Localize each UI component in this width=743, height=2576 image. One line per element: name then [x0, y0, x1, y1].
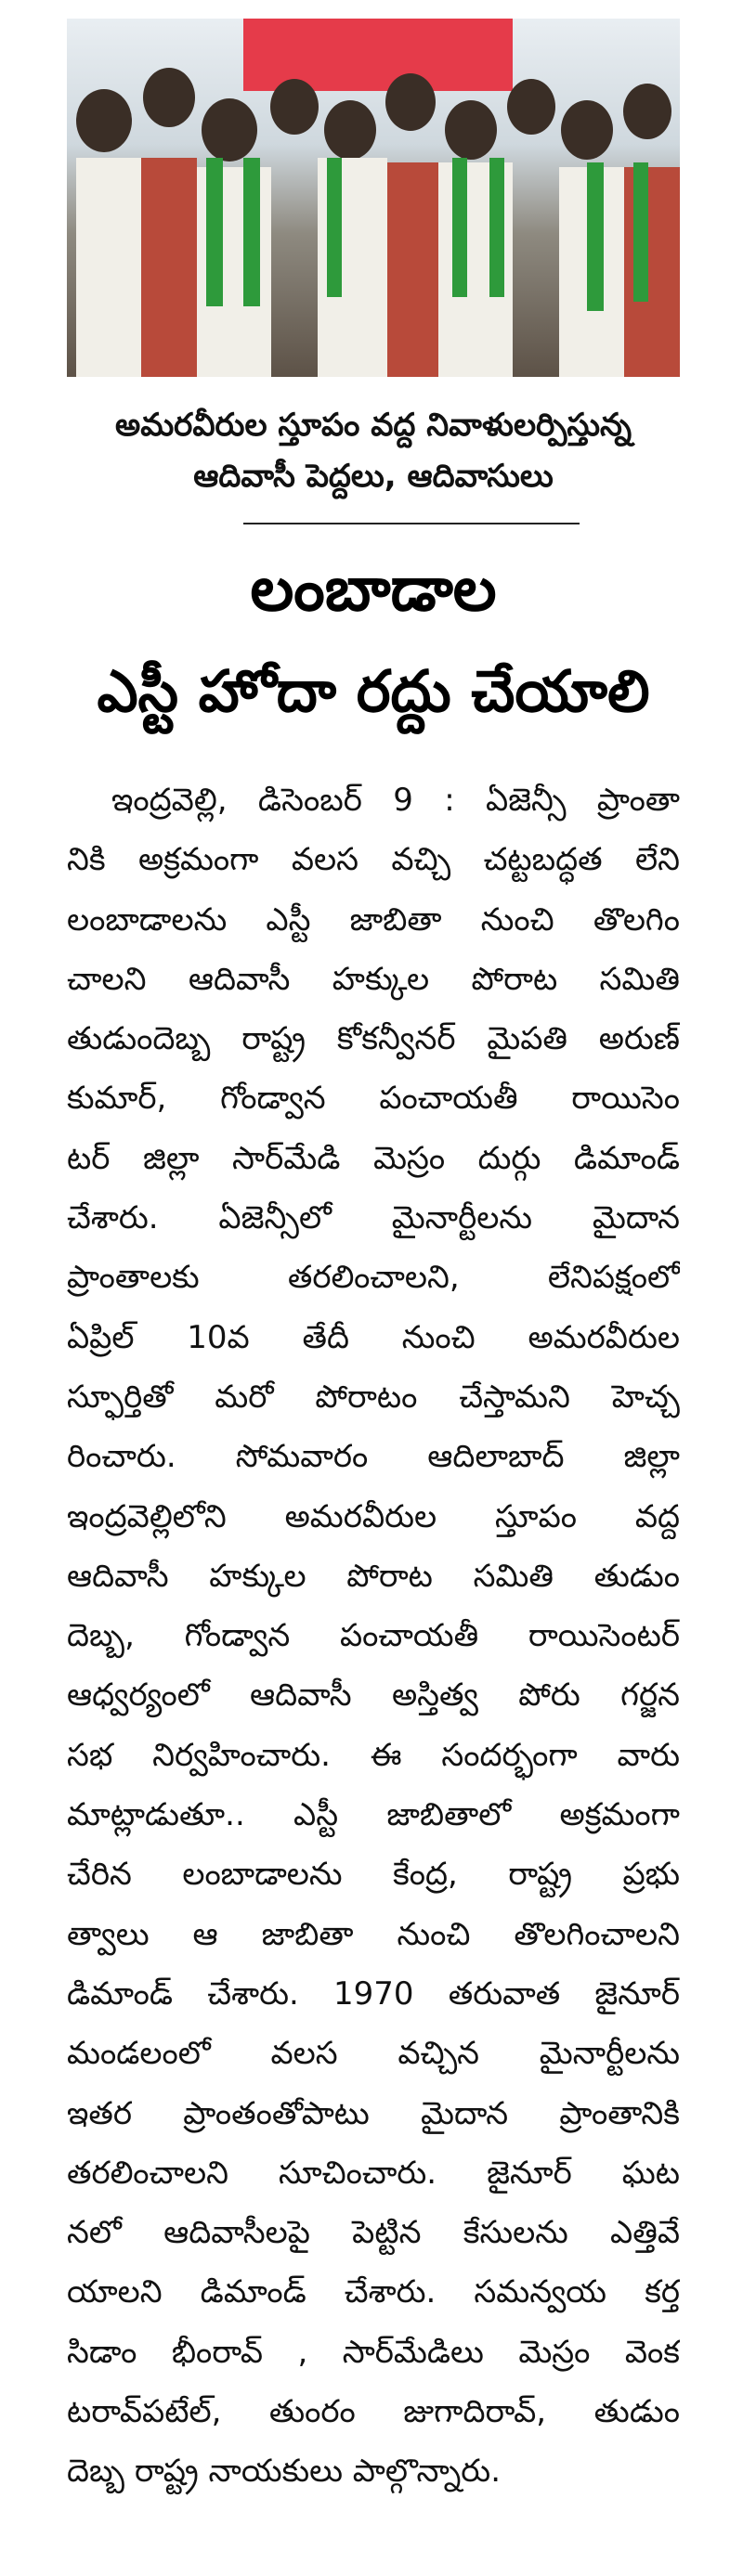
photo-caption-line-2: ఆదివాసీ పెద్దలు, ఆదివాసులు — [193, 458, 554, 495]
headline-line-2: ఎస్టీ హోదా రద్దు చేయాలి — [97, 657, 650, 725]
body-line: దెబ్బ, గోండ్వాన పంచాయతీ రాయిసెంటర్ — [67, 1617, 680, 1655]
body-line: యాలని డిమాండ్ చేశారు. సమన్వయ కర్త — [67, 2273, 680, 2311]
divider — [243, 523, 580, 524]
body-line: తుడుందెబ్బ రాష్ట్ర కోకన్వీనర్ మైపతి అరుణ్ — [67, 1020, 680, 1058]
body-line: ప్రాంతాలకు తరలించాలని, లేనిపక్షంలో — [67, 1259, 680, 1297]
body-line: స్ఫూర్తితో మరో పోరాటం చేస్తామని హెచ్చ — [67, 1378, 680, 1416]
body-line: టరావ్‌పటేల్, తుంరం జుగాదిరావ్, తుడుం — [67, 2393, 680, 2431]
body-line: చేరిన లంబాడాలను కేంద్ర, రాష్ట్ర ప్రభు — [67, 1856, 680, 1894]
article-body — [67, 770, 680, 2502]
body-line: ఇతర ప్రాంతంతోపాటు మైదాన ప్రాంతానికి — [67, 2094, 680, 2132]
body-line: లంబాడాలను ఎస్టీ జాబితా నుంచి తొలగిం — [67, 900, 680, 938]
body-line: టర్ జిల్లా సార్‌మేడి మెస్రం దుర్గు డిమాండ్ — [67, 1139, 680, 1177]
body-line: నలో ఆదివాసీలపై పెట్టిన కేసులను ఎత్తివే — [67, 2214, 680, 2252]
body-line: చేశారు. ఏజెన్సీలో మైనార్టీలను మైదాన — [67, 1199, 680, 1237]
body-line: త్వాలు ఆ జాబితా నుంచి తొలగించాలని — [67, 1915, 680, 1953]
crowd-photo-illustration — [67, 19, 680, 377]
headline-line-1: లంబాడాల — [250, 553, 497, 625]
body-line: ఏప్రిల్ 10వ తేదీ నుంచి అమరవీరుల — [67, 1318, 680, 1356]
body-line: సభ నిర్వహించారు. ఈ సందర్భంగా వారు — [67, 1736, 680, 1774]
body-line: సిడాం భీంరావ్ , సార్‌మేడిలు మెస్రం వెంక — [67, 2333, 680, 2371]
body-line: మండలంలో వలస వచ్చిన మైనార్టీలను — [67, 2035, 680, 2073]
body-line: దెబ్బ రాష్ట్ర నాయకులు పాల్గొన్నారు. — [67, 2453, 502, 2491]
news-photo — [67, 19, 680, 377]
body-line: తరలించాలని సూచించారు. జైనూర్ ఘట — [67, 2154, 680, 2192]
body-line: ఇంద్రవెల్లి, డిసెంబర్ 9 : ఏజెన్సీ ప్రాంతా — [111, 782, 680, 819]
body-line: కుమార్, గోండ్వాన పంచాయతీ రాయిసెం — [67, 1080, 680, 1118]
body-line: ఇంద్రవెల్లిలోని అమరవీరుల స్తూపం వద్ద — [67, 1497, 680, 1535]
body-line: ఆధ్వర్యంలో ఆదివాసీ అస్తిత్వ పోరు గర్జన — [67, 1676, 680, 1715]
body-line: ఆదివాసీ హక్కుల పోరాట సమితి తుడుం — [67, 1557, 680, 1595]
body-line: చాలని ఆదివాసీ హక్కుల పోరాట సమితి — [67, 960, 680, 998]
body-line: నికి అక్రమంగా వలస వచ్చి చట్టబద్ధత లేని — [67, 841, 680, 879]
body-line: రించారు. సోమవారం ఆదిలాబాద్ జిల్లా — [67, 1438, 680, 1476]
photo-caption-line-1: అమరవీరుల స్తూపం వద్ద నివాళులర్పిస్తున్న — [115, 407, 632, 444]
body-line: డిమాండ్ చేశారు. 1970 తరువాత జైనూర్ — [67, 1974, 680, 2013]
body-line: మాట్లాడుతూ.. ఎస్టీ జాబితాలో అక్రమంగా — [67, 1796, 680, 1834]
